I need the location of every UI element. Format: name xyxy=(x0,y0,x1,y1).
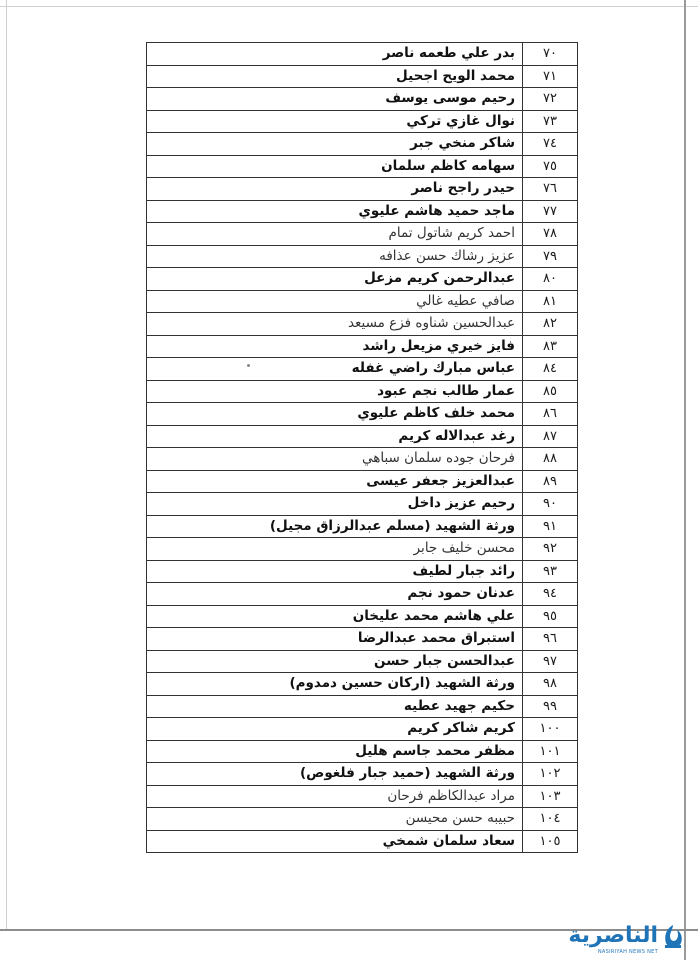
table-row xyxy=(147,178,577,201)
table-row xyxy=(147,246,577,269)
row-number: ٩٥ xyxy=(522,606,577,628)
table-row xyxy=(147,718,577,741)
row-number: ٧٤ xyxy=(522,133,577,155)
row-number: ١٠٥ xyxy=(522,831,577,853)
row-number: ٧٠ xyxy=(522,43,577,65)
table-row xyxy=(147,493,577,516)
row-number: ٨٢ xyxy=(522,313,577,335)
table-row xyxy=(147,426,577,449)
table-row xyxy=(147,313,577,336)
row-name: عمار طالب نجم عبود xyxy=(377,382,515,399)
table-row xyxy=(147,291,577,314)
logo-mark-icon xyxy=(662,924,684,950)
row-number: ٨٥ xyxy=(522,381,577,403)
scan-speck xyxy=(247,364,250,367)
table-row xyxy=(147,786,577,809)
row-number: ٩٩ xyxy=(522,696,577,718)
row-name: ماجد حميد هاشم عليوي xyxy=(358,202,515,219)
row-name: محمد خلف كاظم عليوي xyxy=(357,405,515,421)
row-name: استبراق محمد عبدالرضا xyxy=(357,630,515,646)
row-name: محسن خليف جابر xyxy=(413,540,515,556)
page-edge-left xyxy=(6,0,7,930)
row-name: ورثة الشهيد (حميد جبار فلغوص) xyxy=(300,765,515,781)
row-number: ٨١ xyxy=(522,291,577,313)
row-name: حيدر راجح ناصر xyxy=(411,180,515,196)
table-row xyxy=(147,763,577,786)
row-number: ٩١ xyxy=(522,516,577,538)
row-number: ٩٤ xyxy=(522,583,577,605)
row-name: احمد كريم شاتول تمام xyxy=(388,225,515,241)
logo-subtitle: NASIRIYAH NEWS NET xyxy=(597,949,658,955)
row-number: ٨٠ xyxy=(522,268,577,290)
table-row xyxy=(147,223,577,246)
page-edge-top xyxy=(0,6,698,7)
table-row xyxy=(147,156,577,179)
row-name: ورثة الشهيد (اركان حسين دمدوم) xyxy=(289,675,515,691)
row-name: محمد الويح اجحيل xyxy=(396,67,515,84)
row-number: ٩٠ xyxy=(522,493,577,515)
row-number: ٨٦ xyxy=(522,403,577,425)
table-row xyxy=(147,201,577,224)
table-row xyxy=(147,808,577,831)
row-number: ١٠٠ xyxy=(522,718,577,740)
table-row xyxy=(147,358,577,381)
row-name: رائد جبار لطيف xyxy=(412,562,515,579)
table-row xyxy=(147,111,577,134)
row-number: ٧٥ xyxy=(522,156,577,178)
row-number: ٧١ xyxy=(522,66,577,88)
row-name: فايز خيري مزيعل راشد xyxy=(362,337,515,354)
table-row xyxy=(147,673,577,696)
row-number: ٨٤ xyxy=(522,358,577,380)
table-row xyxy=(147,66,577,89)
row-name: علي هاشم محمد عليخان xyxy=(352,607,515,624)
row-name: عبدالرحمن كريم مزعل xyxy=(364,270,515,286)
row-name: حبيبه حسن محيسن xyxy=(405,810,515,826)
row-name: رحيم عزيز داخل xyxy=(407,495,515,511)
table-row xyxy=(147,628,577,651)
row-name: عزيز رشاك حسن عذافه xyxy=(379,247,515,264)
row-name: عباس مبارك راضي غفله xyxy=(351,360,515,376)
row-name: سهامه كاظم سلمان xyxy=(381,157,515,174)
row-number: ٩٨ xyxy=(522,673,577,695)
row-name: عبدالحسين شناوه فزع مسيعد xyxy=(347,315,515,331)
table-row xyxy=(147,583,577,606)
table-row xyxy=(147,538,577,561)
row-number: ٧٩ xyxy=(522,246,577,268)
row-number: ١٠٣ xyxy=(522,786,577,808)
row-number: ٧٨ xyxy=(522,223,577,245)
row-number: ٨٩ xyxy=(522,471,577,493)
row-name: نوال غازي تركي xyxy=(406,112,515,129)
row-name: بدر علي طعمه ناصر xyxy=(382,45,515,61)
row-name: عبدالعزيز جعفر عيسى xyxy=(366,472,515,489)
table-row xyxy=(147,88,577,111)
row-name: مظفر محمد جاسم هليل xyxy=(355,742,515,759)
row-name: عبدالحسن جبار حسن xyxy=(374,652,515,669)
row-name: فرحان جوده سلمان سباهي xyxy=(361,450,515,466)
row-name: حكيم جهيد عطيه xyxy=(403,697,515,714)
table-row xyxy=(147,471,577,494)
row-number: ٧٢ xyxy=(522,88,577,110)
row-name: رغد عبدالاله كريم xyxy=(398,427,515,444)
row-number: ٧٣ xyxy=(522,111,577,133)
row-name: مراد عبدالكاظم فرحان xyxy=(387,787,515,804)
table-row xyxy=(147,336,577,359)
row-name: كريم شاكر كريم xyxy=(407,720,515,736)
site-watermark-logo xyxy=(566,922,688,956)
table-row xyxy=(147,516,577,539)
row-name: شاكر منخي جبر xyxy=(410,135,515,151)
row-number: ١٠٤ xyxy=(522,808,577,830)
table-row xyxy=(147,133,577,156)
row-number: ٧٧ xyxy=(522,201,577,223)
row-name: ورثة الشهيد (مسلم عبدالرزاق مجيل) xyxy=(269,517,515,534)
table-row xyxy=(147,43,577,66)
row-number: ٩٧ xyxy=(522,651,577,673)
page-edge-right xyxy=(684,0,686,960)
names-table xyxy=(146,42,578,853)
row-number: ١٠١ xyxy=(522,741,577,763)
row-name: صافي عطيه غالي xyxy=(416,292,515,309)
row-name: سعاد سلمان شمخي xyxy=(382,832,515,849)
row-number: ٨٨ xyxy=(522,448,577,470)
table-row xyxy=(147,561,577,584)
table-row xyxy=(147,741,577,764)
table-row xyxy=(147,651,577,674)
row-name: عدنان حمود نجم xyxy=(407,585,515,601)
row-number: ٧٦ xyxy=(522,178,577,200)
row-number: ٨٧ xyxy=(522,426,577,448)
row-number: ١٠٢ xyxy=(522,763,577,785)
table-row xyxy=(147,831,577,854)
table-row xyxy=(147,448,577,471)
table-row xyxy=(147,696,577,719)
row-number: ٨٣ xyxy=(522,336,577,358)
row-number: ٩٢ xyxy=(522,538,577,560)
row-number: ٩٦ xyxy=(522,628,577,650)
logo-title: الناصرية xyxy=(568,923,658,948)
row-name: رحيم موسى يوسف xyxy=(385,90,515,106)
table-row xyxy=(147,606,577,629)
row-number: ٩٣ xyxy=(522,561,577,583)
table-row xyxy=(147,403,577,426)
table-row xyxy=(147,381,577,404)
table-row xyxy=(147,268,577,291)
